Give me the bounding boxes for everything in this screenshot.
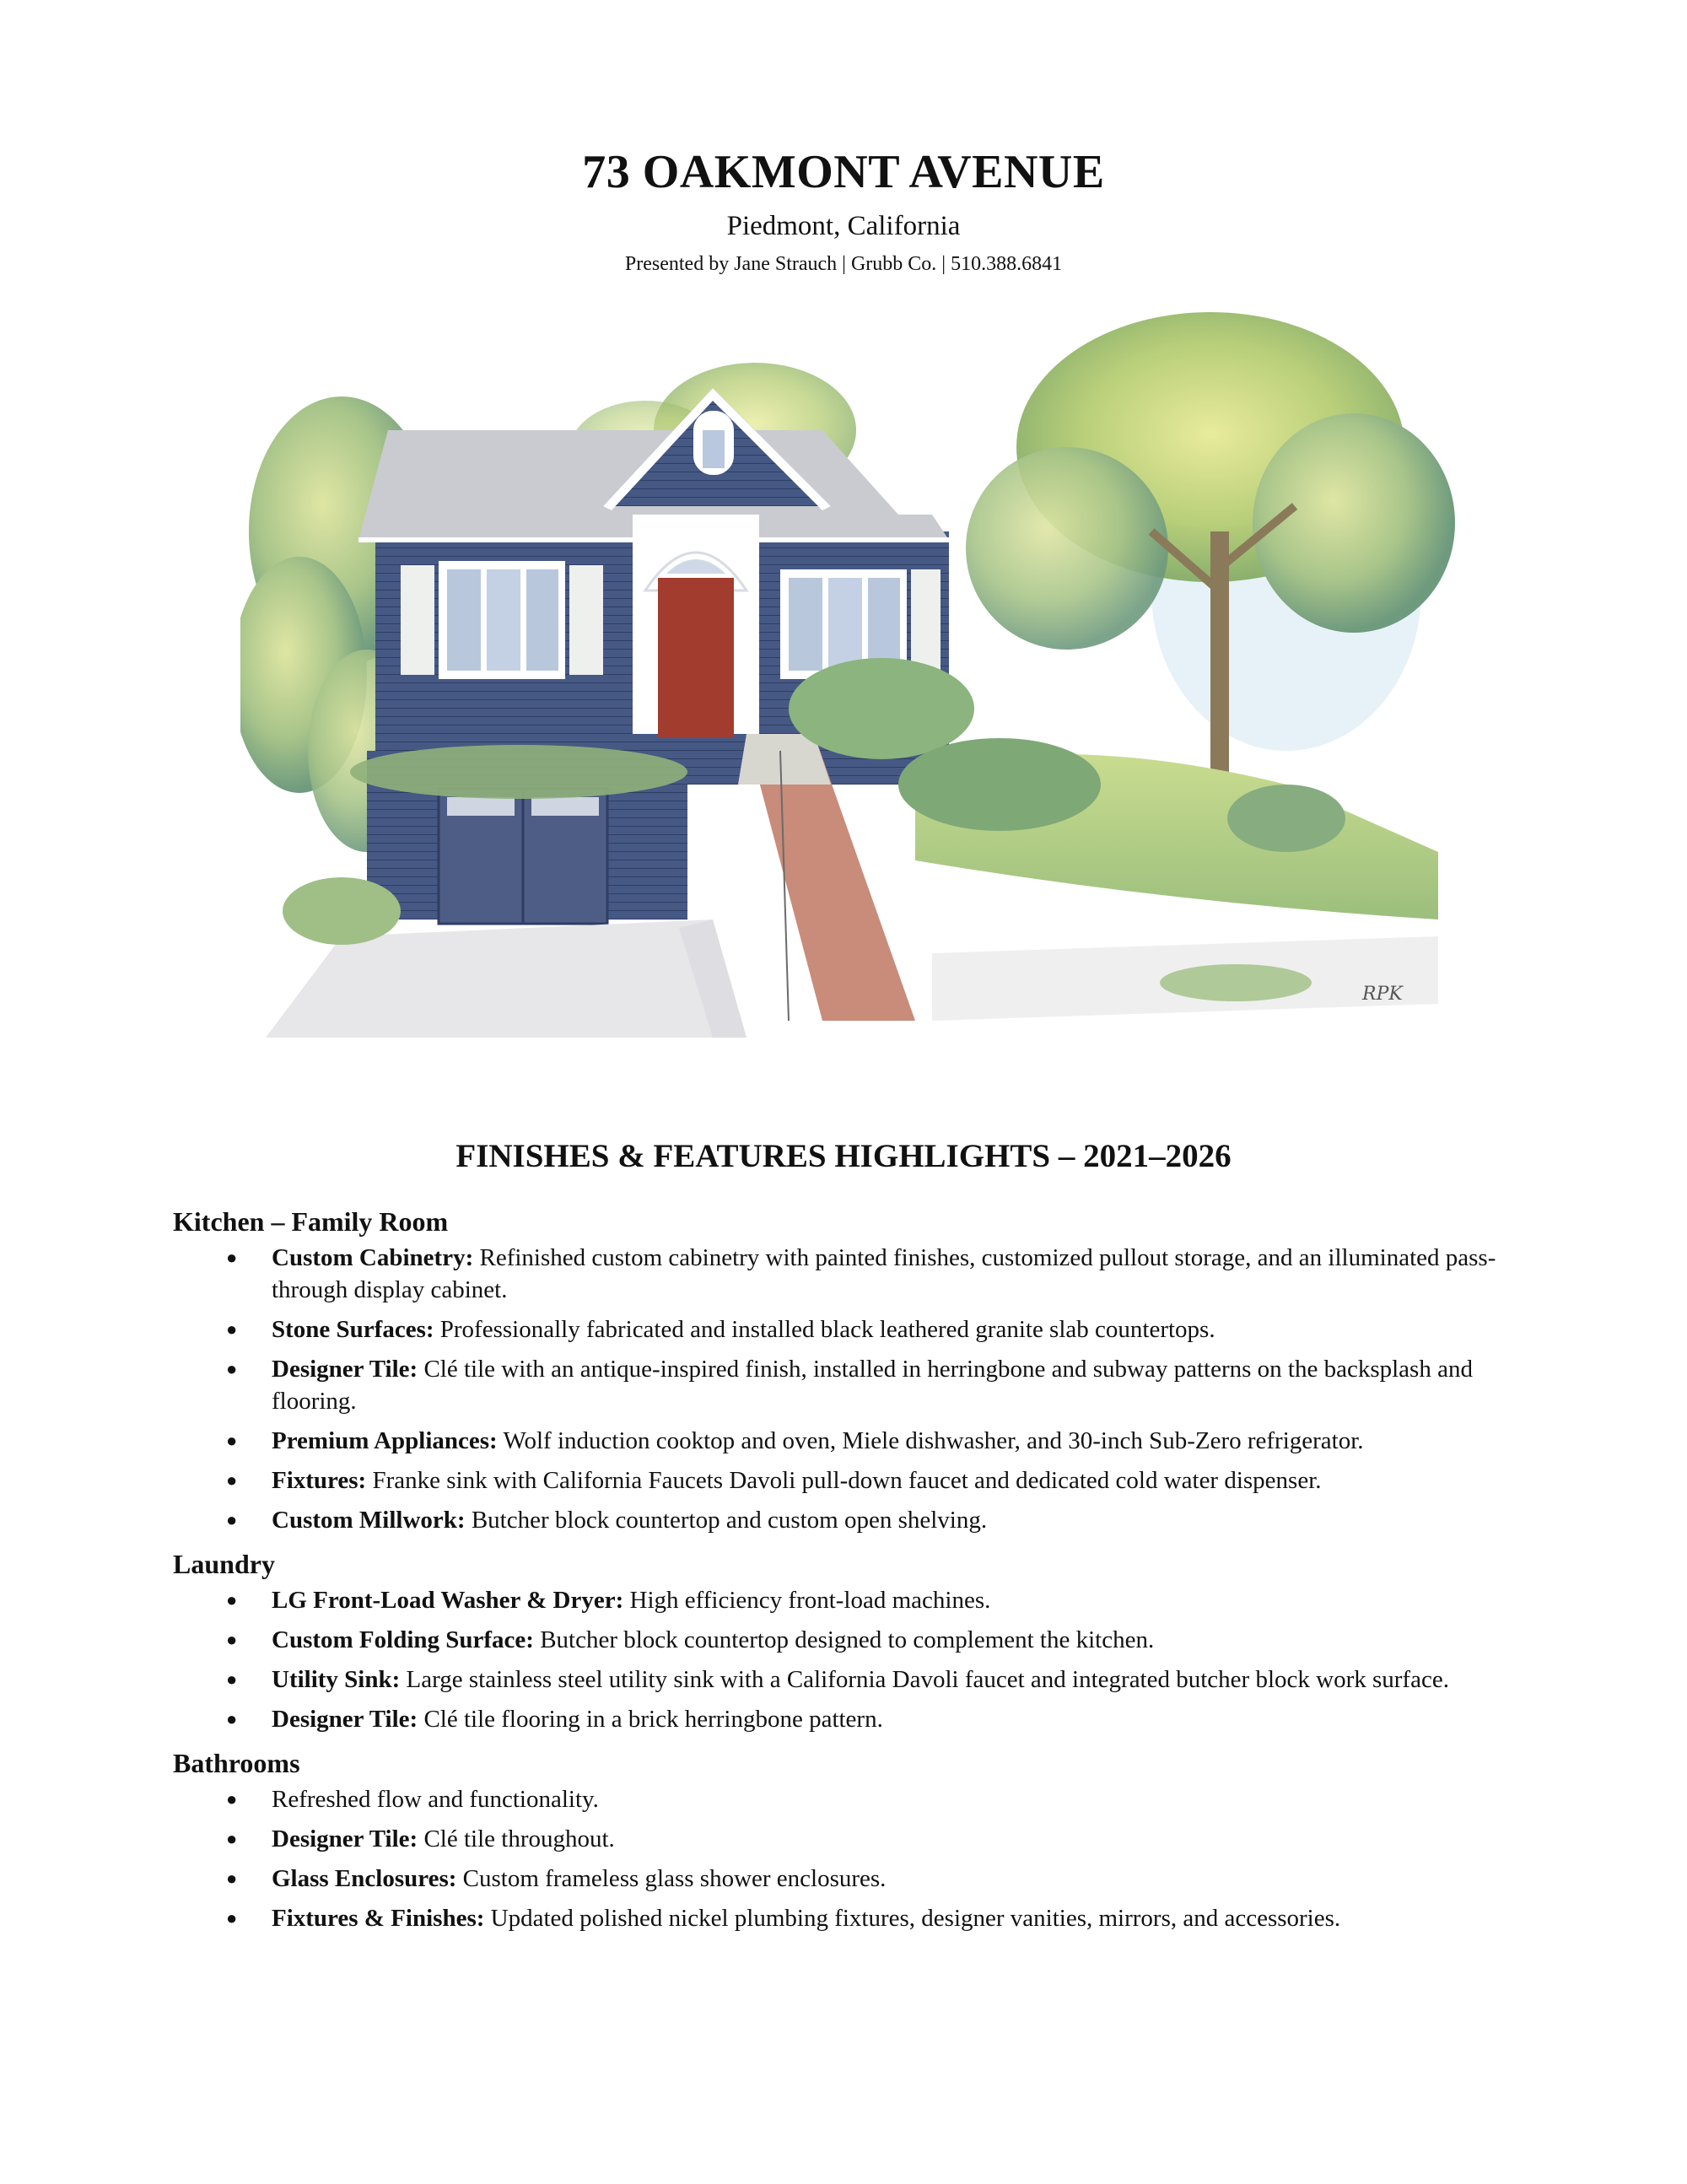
bullet-icon xyxy=(226,1624,237,1656)
feature-text: Clé tile flooring in a brick herringbone pattern. xyxy=(418,1706,883,1733)
feature-item xyxy=(173,1504,1523,1536)
feature-list xyxy=(173,1584,1523,1735)
room-section xyxy=(173,1743,1523,1934)
feature-text: Refreshed flow and functionality. xyxy=(272,1786,599,1813)
feature-label: Custom Millwork: xyxy=(272,1507,466,1534)
feature-label: Designer Tile: xyxy=(272,1825,418,1852)
feature-item xyxy=(173,1823,1523,1855)
feature-item xyxy=(173,1584,1523,1616)
bullet-icon xyxy=(226,1902,237,1934)
feature-text: Updated polished nickel plumbing fixtures, designer vanities, mirrors, and accessories. xyxy=(484,1905,1341,1932)
feature-text: Franke sink with California Faucets Davoli pull-down faucet and dedicated cold water dispenser. xyxy=(366,1467,1322,1494)
house-illustration xyxy=(240,312,1455,1105)
feature-label: Glass Enclosures: xyxy=(272,1865,457,1892)
feature-label: Utility Sink: xyxy=(272,1666,401,1693)
feature-text: Professionally fabricated and installed black leathered granite slab countertops. xyxy=(434,1316,1215,1343)
feature-label: Fixtures: xyxy=(272,1467,367,1494)
feature-item xyxy=(173,1664,1523,1696)
features-list xyxy=(173,1196,1523,1942)
room-heading: Laundry xyxy=(173,1549,275,1579)
bullet-icon xyxy=(226,1703,237,1735)
feature-text: Butcher block countertop and custom open shelving. xyxy=(465,1507,988,1534)
bullet-icon xyxy=(226,1313,237,1345)
feature-text: Refinished custom cabinetry with painted finishes, customized pullout storage, and an illuminated pass-through display cabinet. xyxy=(272,1244,1496,1303)
feature-text: High efficiency front-load machines. xyxy=(623,1587,991,1614)
feature-text: Wolf induction cooktop and oven, Miele dishwasher, and 30-inch Sub-Zero refrigerator. xyxy=(497,1427,1364,1454)
bullet-icon xyxy=(226,1464,237,1496)
feature-label: Premium Appliances: xyxy=(272,1427,498,1454)
room-section xyxy=(173,1201,1523,1536)
feature-list xyxy=(173,1783,1523,1934)
feature-item xyxy=(173,1353,1523,1417)
feature-text: Custom frameless glass shower enclosures. xyxy=(456,1865,887,1892)
feature-item xyxy=(173,1902,1523,1934)
feature-label: Custom Folding Surface: xyxy=(272,1626,534,1653)
page-title: 73 OAKMONT AVENUE xyxy=(582,146,1105,198)
feature-label: Fixtures & Finishes: xyxy=(272,1905,485,1932)
feature-item xyxy=(173,1242,1523,1306)
feature-item xyxy=(173,1703,1523,1735)
feature-text: Butcher block countertop designed to complement the kitchen. xyxy=(533,1626,1155,1653)
feature-label: Custom Cabinetry: xyxy=(272,1244,474,1271)
feature-item xyxy=(173,1863,1523,1895)
feature-label: LG Front-Load Washer & Dryer: xyxy=(272,1587,624,1614)
feature-item xyxy=(173,1464,1523,1496)
feature-label: Designer Tile: xyxy=(272,1356,418,1383)
bullet-icon xyxy=(226,1863,237,1895)
bullet-icon xyxy=(226,1242,237,1274)
bullet-icon xyxy=(226,1584,237,1616)
bullet-icon xyxy=(226,1504,237,1536)
bullet-icon xyxy=(226,1664,237,1696)
section-title: FINISHES & FEATURES HIGHLIGHTS – 2021–2026 xyxy=(455,1138,1232,1174)
presenter-line: Presented by Jane Strauch | Grubb Co. | 510.388.6841 xyxy=(624,253,1063,275)
city-subtitle: Piedmont, California xyxy=(726,211,961,241)
feature-item xyxy=(173,1783,1523,1815)
feature-list xyxy=(173,1242,1523,1536)
feature-item xyxy=(173,1624,1523,1656)
feature-text: Clé tile throughout. xyxy=(418,1825,615,1852)
feature-item xyxy=(173,1425,1523,1457)
artist-signature: RPK xyxy=(1362,984,1403,1005)
feature-item xyxy=(173,1313,1523,1345)
bullet-icon xyxy=(226,1823,237,1855)
room-section xyxy=(173,1544,1523,1735)
feature-text: Clé tile with an antique-inspired finish, installed in herringbone and subway patterns on the backsplash and flooring. xyxy=(272,1356,1473,1415)
bullet-icon xyxy=(226,1783,237,1815)
room-heading: Kitchen – Family Room xyxy=(173,1206,449,1237)
feature-label: Designer Tile: xyxy=(272,1706,418,1733)
bullet-icon xyxy=(226,1425,237,1457)
feature-text: Large stainless steel utility sink with a California Davoli faucet and integrated butcher block work surface. xyxy=(400,1666,1449,1693)
bullet-icon xyxy=(226,1353,237,1385)
room-heading: Bathrooms xyxy=(173,1748,300,1778)
feature-label: Stone Surfaces: xyxy=(272,1316,434,1343)
